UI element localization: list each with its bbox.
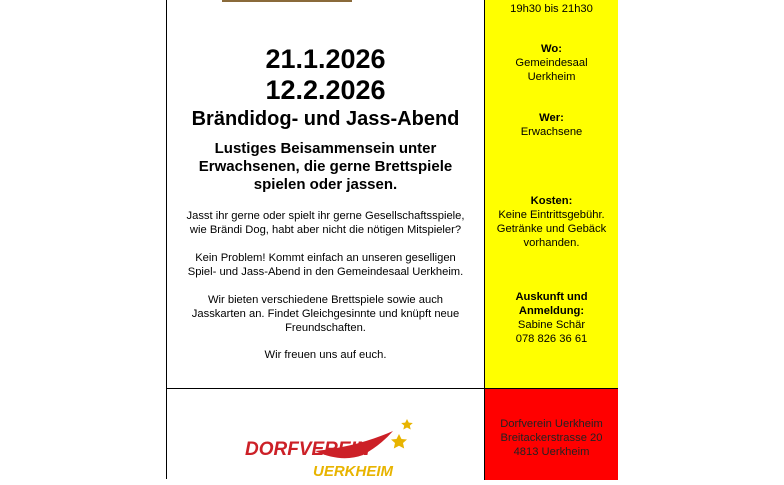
event-date-2: 12.2.2026 (265, 75, 386, 105)
flyer-frame (166, 0, 618, 479)
logo-area (167, 388, 484, 480)
event-date-1: 21.1.2026 (265, 44, 386, 74)
info-contact: Auskunft und Anmeldung: Sabine Schär 078 826 36 61 (485, 290, 618, 346)
star-icon (391, 434, 407, 449)
event-title: Brändidog- und Jass-Abend (191, 108, 460, 130)
paragraph-intro: Jasst ihr gerne oder spielt ihr gerne Gesellschaftsspiele, wie Brändi Dog, habt aber nicht die nötigen Mitspieler? (186, 210, 465, 236)
event-time: 19h30 bis 21h30 (510, 3, 593, 15)
club-address: Dorfverein Uerkheim Breitackerstrasse 20 4813 Uerkheim (500, 418, 603, 458)
contact-name: Sabine Schär (517, 319, 586, 331)
info-location: Wo: Gemeindesaal Uerkheim (515, 43, 588, 83)
logo-text-uerkheim: UERKHEIM (313, 463, 394, 480)
info-costs: Kosten: Keine Eintrittsgebühr. Getränke und Gebäck vorhanden. (496, 195, 607, 249)
logo-text-dorfverein: DORFVEREIN (245, 439, 370, 460)
info-audience: Wer: Erwachsene (520, 112, 583, 138)
info-column (484, 0, 618, 388)
dorfverein-logo (167, 389, 484, 480)
paragraph-invite: Kein Problem! Kommt einfach an unseren geselligen Spiel- und Jass-Abend in den Gemeindesaal Uerkheim. (187, 252, 464, 278)
paragraph-closing: Wir freuen uns auf euch. (264, 349, 387, 361)
address-box (484, 388, 618, 480)
contact-phone: 078 826 36 61 (515, 333, 588, 345)
event-description (167, 0, 484, 388)
event-subtitle: Lustiges Beisammensein unter Erwachsenen, die gerne Brettspiele spielen oder jassen. (198, 140, 453, 193)
paragraph-offer: Wir bieten verschiedene Brettspiele sowie auch Jasskarten an. Findet Gleichgesinnte und knüpft neue Freundschaften. (191, 294, 460, 334)
star-icon (401, 419, 413, 430)
